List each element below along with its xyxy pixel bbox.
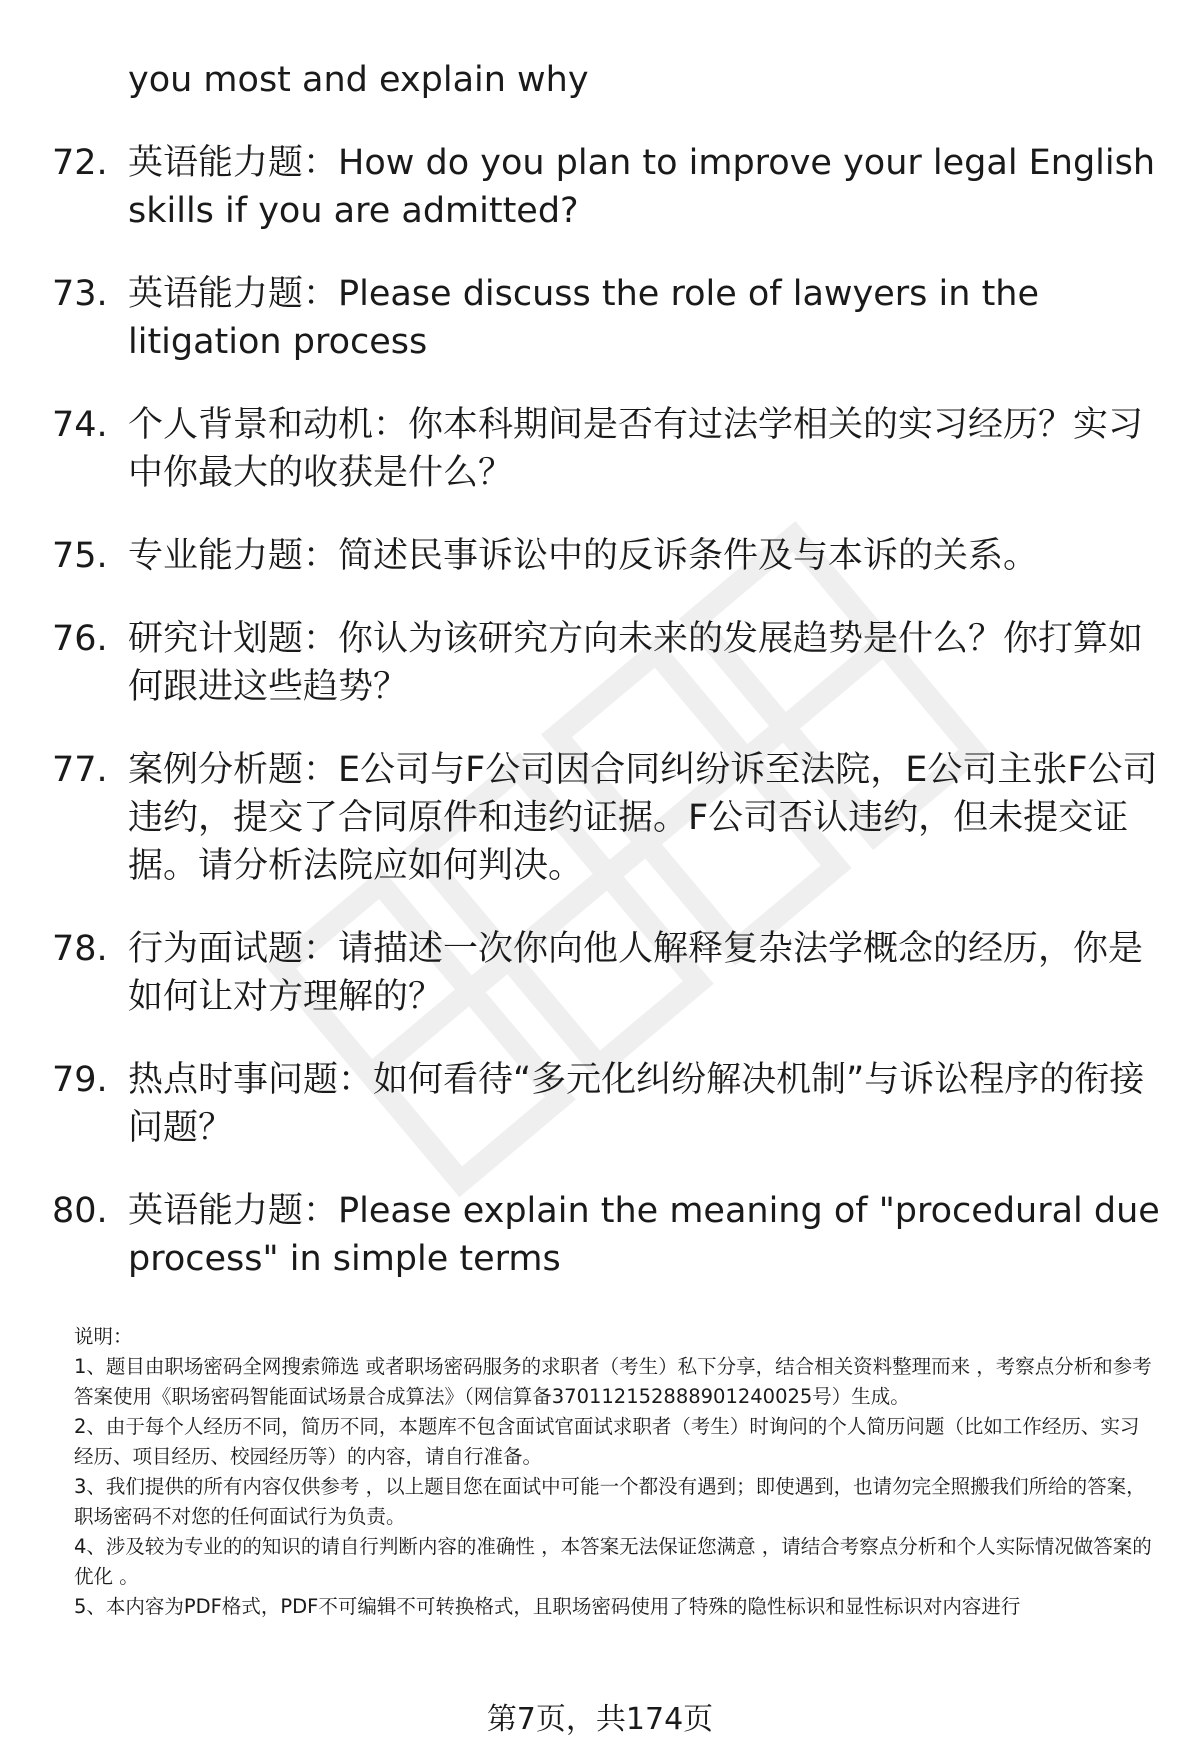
question-text: 热点时事问题：如何看待“多元化纠纷解决机制”与诉讼程序的衔接问题？ — [128, 1060, 1145, 1148]
notes-section — [74, 1322, 1154, 1622]
question-item — [0, 1056, 1200, 1152]
question-text: 研究计划题：你认为该研究方向未来的发展趋势是什么？你打算如何跟进这些趋势？ — [128, 619, 1144, 707]
question-number: 79. — [52, 1060, 108, 1100]
question-text: 英语能力题：Please explain the meaning of "procedural due process" in simple terms — [128, 1191, 1160, 1279]
question-text: 个人背景和动机：你本科期间是否有过法学相关的实习经历？实习中你最大的收获是什么？ — [128, 405, 1144, 493]
question-number: 76. — [52, 619, 108, 659]
question-number: 80. — [52, 1191, 108, 1231]
note-item: 1、题目由职场密码全网搜索筛选 或者职场密码服务的求职者（考生）私下分享，结合相关资料整理而来 ，考察点分析和参考答案使用《职场密码智能面试场景合成算法》（网信算备370112152888901240025号）生成。 — [74, 1355, 1152, 1408]
question-item — [0, 1187, 1200, 1283]
question-number: 75. — [52, 536, 108, 576]
question-text: 专业能力题：简述民事诉讼中的反诉条件及与本诉的关系。 — [128, 536, 1039, 576]
question-continuation: you most and explain why — [128, 60, 589, 100]
note-item: 5、本内容为PDF格式，PDF不可编辑不可转换格式，且职场密码使用了特殊的隐性标识和显性标识对内容进行 — [74, 1595, 1021, 1618]
question-number: 78. — [52, 929, 108, 969]
question-number: 74. — [52, 405, 108, 445]
question-text: 英语能力题：Please discuss the role of lawyers in the litigation process — [128, 274, 1040, 362]
question-list — [0, 56, 1200, 1283]
question-item — [0, 746, 1200, 890]
question-number: 73. — [52, 274, 108, 314]
page-footer: 第7页，共174页 — [486, 1702, 714, 1737]
question-item — [0, 615, 1200, 711]
question-item — [0, 401, 1200, 497]
question-text: 行为面试题：请描述一次你向他人解释复杂法学概念的经历，你是如何让对方理解的？ — [128, 929, 1144, 1017]
question-item — [0, 139, 1200, 235]
question-number: 72. — [52, 143, 108, 183]
question-item — [0, 270, 1200, 366]
question-text: 英语能力题：How do you plan to improve your legal English skills if you are admitted? — [128, 143, 1156, 231]
question-item — [0, 925, 1200, 1021]
note-item: 4、涉及较为专业的的知识的请自行判断内容的准确性 ，本答案无法保证您满意 ，请结合考察点分析和个人实际情况做答案的优化 。 — [74, 1535, 1152, 1588]
note-item: 3、我们提供的所有内容仅供参考 ，以上题目您在面试中可能一个都没有遇到；即使遇到，也请勿完全照搬我们所给的答案，职场密码不对您的任何面试行为负责。 — [74, 1475, 1146, 1528]
question-number: 77. — [52, 750, 108, 790]
question-text: 案例分析题：E公司与F公司因合同纠纷诉至法院，E公司主张F公司违约，提交了合同原件和违约证据。F公司否认违约，但未提交证据。请分析法院应如何判决。 — [128, 750, 1158, 886]
note-item: 2、由于每个人经历不同，简历不同，本题库不包含面试官面试求职者（考生）时询问的个人简历问题（比如工作经历、实习经历、项目经历、校园经历等）的内容，请自行准备。 — [74, 1415, 1140, 1468]
notes-heading: 说明： — [74, 1325, 133, 1348]
question-item — [0, 532, 1200, 580]
